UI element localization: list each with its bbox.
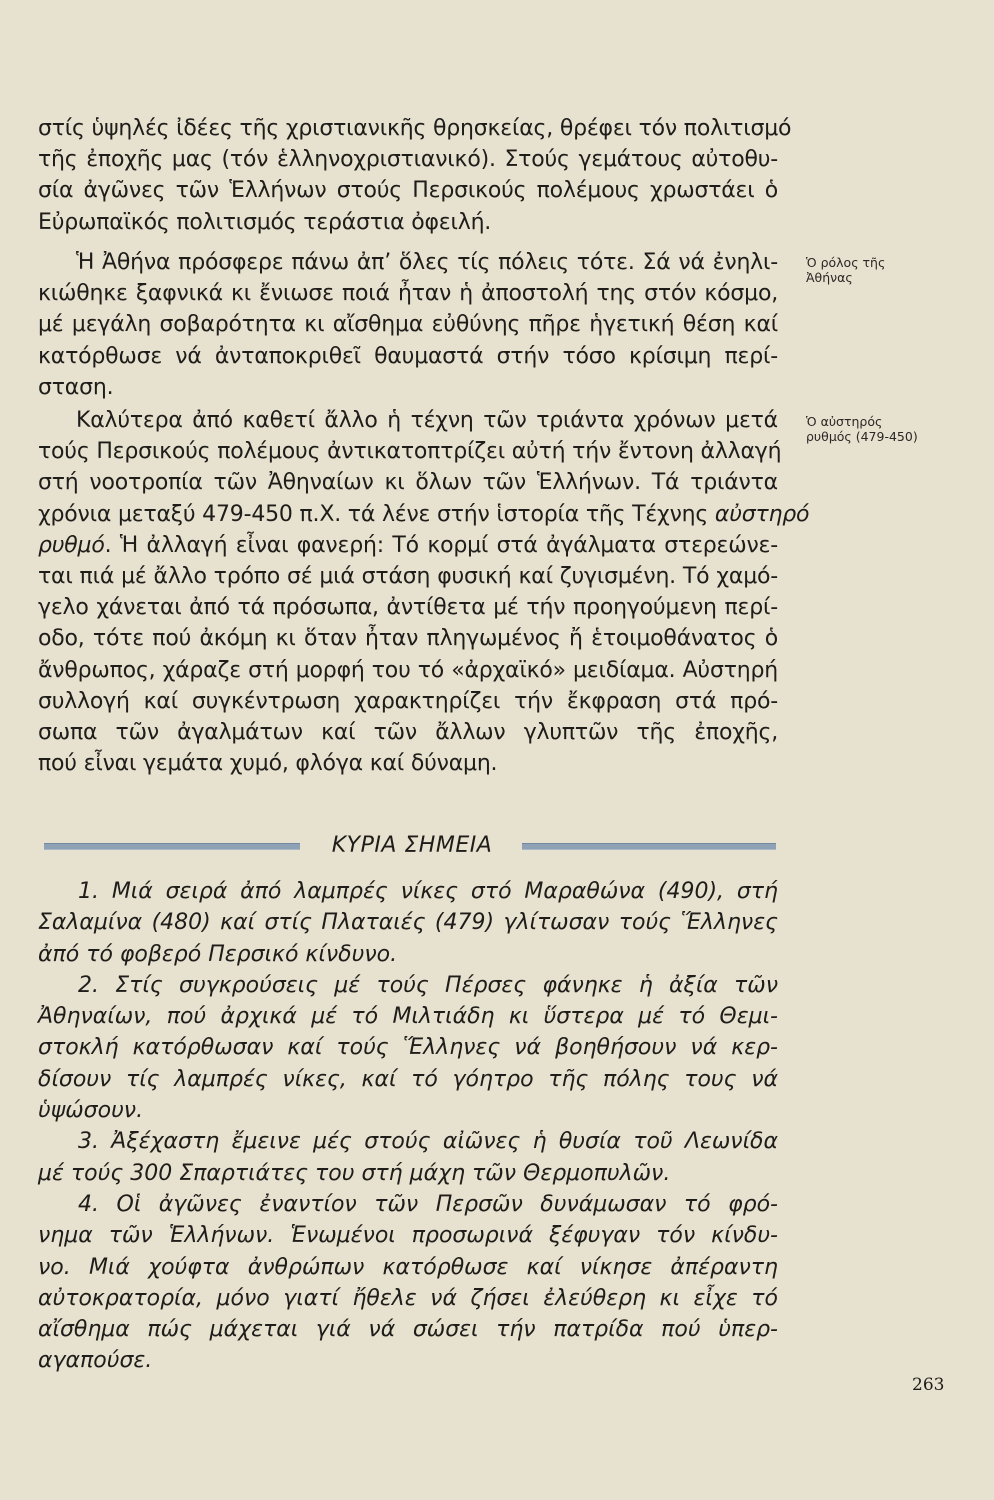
text-line: πού εἶναι γεμάτα χυμό, φλόγα καί δύναμη. <box>38 751 498 777</box>
text-line: οδο, τότε πού ἀκόμη κι ὅταν ἦταν πληγωμένος ἤ ἑτοιμοθάνατος ὁ <box>38 626 778 652</box>
text-line: μέ μεγάλη σοβαρότητα κι αἴσθημα εὐθύνης πῆρε ἡγετική θέση καί <box>38 312 778 338</box>
key-point-line: αὐτοκρατορία, μόνο γιατί ἤθελε νά ζήσει ἐλεύθερη κι εἶχε τό <box>38 1285 778 1311</box>
text-line: Καλύτερα ἀπό καθετί ἄλλο ἡ τέχνη τῶν τριάντα χρόνων μετά <box>76 408 778 433</box>
key-point-line: αἴσθημα πώς μάχεται γιά νά σώσει τήν πατρίδα πού ὑπερ- <box>38 1317 778 1343</box>
margin-note-line: Ἀθήνας <box>806 270 853 285</box>
section-heading-row <box>44 828 776 864</box>
text-line: σταση. <box>38 374 114 400</box>
section-heading: ΚΥΡΙΑ ΣΗΜΕΙΑ <box>331 833 493 858</box>
text-line: κιώθηκε ξαφνικά κι ἔνιωσε ποιά ἦταν ἡ ἀποστολή της στόν κόσμο, <box>38 281 778 307</box>
key-point-line: νο. Μιά χούφτα ἀνθρώπων κατόρθωσε καί νίκησε ἀπέραντη <box>38 1254 778 1280</box>
page-number: 263 <box>912 1375 945 1395</box>
heading-rule-left <box>44 843 300 850</box>
key-point-line: ὑψώσουν. <box>38 1098 144 1124</box>
key-point-line: νημα τῶν Ἑλλήνων. Ἑνωμένοι προσωρινά ξέφυγαν τόν κίνδυ- <box>38 1223 778 1249</box>
key-point-line: μέ τούς 300 Σπαρτιάτες του στή μάχη τῶν Θερμοπυλῶν. <box>38 1160 671 1186</box>
text-segment: . Ἡ ἀλλαγή εἶναι φανερή: Τό κορμί στά ἀγάλματα στερεώνε- <box>104 532 778 558</box>
text-line-with-italic <box>38 499 810 530</box>
italic-term: ρυθμό <box>38 532 105 558</box>
key-point-line: Ἀθηναίων, πού ἀρχικά μέ τό Μιλτιάδη κι ὕστερα μέ τό Θεμι- <box>38 1004 778 1030</box>
paragraph-2 <box>38 247 778 403</box>
margin-note-line: Ὁ αὐστηρός <box>806 414 883 429</box>
margin-note-line: ρυθμός (479-450) <box>806 429 918 444</box>
heading-rule-right <box>522 843 776 850</box>
margin-note-line: Ὁ ρόλος τῆς <box>806 255 886 270</box>
text-line: Εὐρωπαϊκός πολιτισμός τεράστια ὀφειλή. <box>38 209 492 235</box>
text-line: ἄνθρωπος, χάραζε στή μορφή του τό «ἀρχαϊκό» μειδίαμα. Αὐστηρή <box>38 657 778 683</box>
text-line: τῆς ἐποχῆς μας (τόν ἑλληνοχριστιανικό). Στούς γεμάτους αὐτοθυ- <box>38 147 778 173</box>
margin-note-severe-style <box>806 414 946 444</box>
key-point-line: αγαπούσε. <box>38 1348 153 1374</box>
text-line: Ἡ Ἀθήνα πρόσφερε πάνω ἀπ’ ὅλες τίς πόλεις τότε. Σά νά ἐνηλι- <box>76 250 778 275</box>
text-line: κατόρθωσε νά ἀνταποκριθεῖ θαυμαστά στήν τόσο κρίσιμη περί- <box>38 343 778 369</box>
key-point-line: 2. Στίς συγκρούσεις μέ τούς Πέρσες φάνηκε ἡ ἀξία τῶν <box>78 972 778 998</box>
text-line: στή νοοτροπία τῶν Ἀθηναίων κι ὅλων τῶν Ἑλλήνων. Τά τριάντα <box>38 470 778 496</box>
paragraph-3 <box>38 405 810 779</box>
key-point-line: 3. Ἀξέχαστη ἔμεινε μές στούς αἰῶνες ἡ θυσία τοῦ Λεωνίδα <box>78 1129 778 1155</box>
text-line: στίς ὑψηλές ἰδέες τῆς χριστιανικῆς θρησκείας, θρέφει τόν πολιτισμό <box>38 116 792 141</box>
paragraph-1 <box>38 113 792 238</box>
key-point-line: ἀπό τό φοβερό Περσικό κίνδυνο. <box>38 941 398 967</box>
margin-note-role-of-athens <box>806 255 946 285</box>
text-segment: χρόνια μεταξύ 479-450 π.Χ. τά λένε στήν ἱστορία τῆς Τέχνης <box>38 501 709 527</box>
text-line: σία ἀγῶνες τῶν Ἑλλήνων στούς Περσικούς πολέμους χρωστάει ὁ <box>38 178 778 204</box>
key-point-line: δίσουν τίς λαμπρές νίκες, καί τό γόητρο τῆς πόλης τους νά <box>38 1066 778 1092</box>
key-point-line: 1. Μιά σειρά ἀπό λαμπρές νίκες στό Μαραθώνα (490), στή <box>78 879 778 904</box>
text-line-with-italic <box>38 530 778 561</box>
key-point-line: στοκλή κατόρθωσαν καί τούς Ἕλληνες νά βοηθήσουν νά κερ- <box>38 1035 778 1061</box>
text-line: γελο χάνεται ἀπό τά πρόσωπα, ἀντίθετα μέ τήν προηγούμενη περί- <box>38 595 778 621</box>
text-line: σωπα τῶν ἀγαλμάτων καί τῶν ἄλλων γλυπτῶν τῆς ἐποχῆς, <box>38 720 778 746</box>
key-point-line: Σαλαμίνα (480) καί στίς Πλαταιές (479) γλίτωσαν τούς Ἕλληνες <box>38 910 778 936</box>
text-line: ται πιά μέ ἄλλο τρόπο σέ μιά στάση φυσική καί ζυγισμένη. Τό χαμό- <box>38 564 778 590</box>
key-point-line: 4. Οἱ ἀγῶνες ἐναντίον τῶν Περσῶν δυνάμωσαν τό φρό- <box>78 1191 778 1217</box>
text-line: τούς Περσικούς πολέμους ἀντικατοπτρίζει αὐτή τήν ἔντονη ἀλλαγή <box>38 439 782 465</box>
text-line: συλλογή καί συγκέντρωση χαρακτηρίζει τήν ἔκφραση στά πρό- <box>38 688 778 714</box>
key-points-list <box>38 876 778 1377</box>
italic-term: αὐστηρό <box>714 501 810 527</box>
